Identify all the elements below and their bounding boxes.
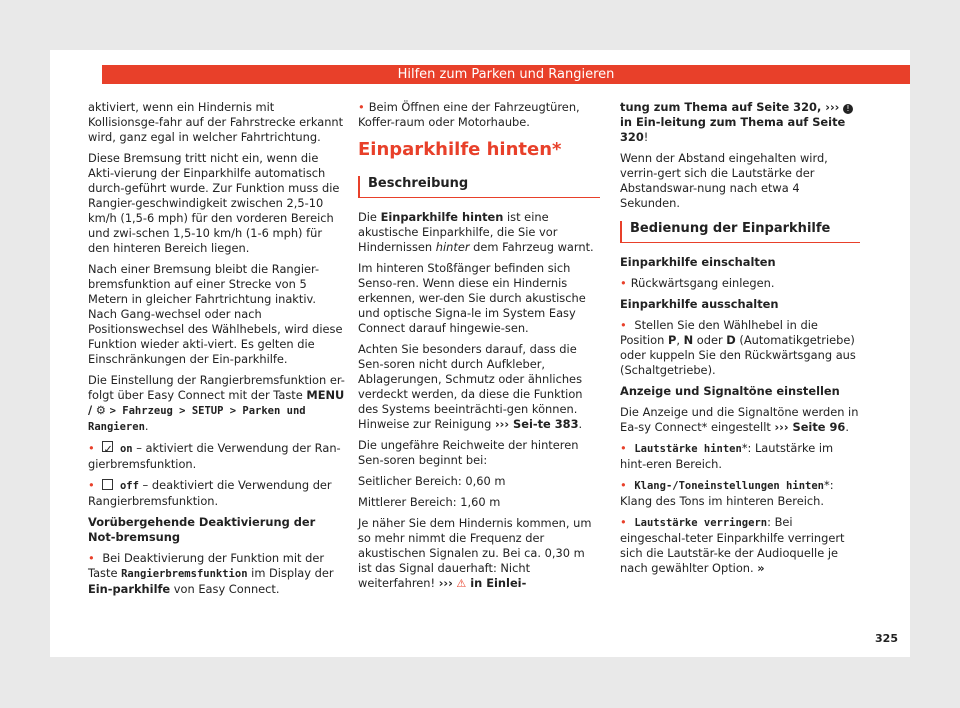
text: tung zum Thema auf Seite 320, xyxy=(620,100,826,114)
text: Bei Deaktivierung der Funktion mit der Taste xyxy=(88,551,325,580)
paragraph xyxy=(620,405,860,435)
paragraph: Im hinteren Stoßfänger befinden sich Senso-ren. Wenn diese ein Hindernis erkennen, wer-den Sie durch akustische und optische Signa-le im System Easy Connect darauf hingewie-sen. xyxy=(358,261,586,335)
text: ! xyxy=(643,130,649,144)
list-item xyxy=(620,318,860,378)
code: off xyxy=(119,480,139,492)
code: Rangierbremsfunktion xyxy=(121,568,248,580)
text: dem Fahrzeug warnt. xyxy=(469,240,594,254)
text: (Automatikgetriebe) oder kuppeln Sie den Rückwärtsgang aus (Schaltgetriebe). xyxy=(620,333,856,377)
list-item xyxy=(620,441,860,472)
paragraph xyxy=(358,210,600,255)
list-item: • Rückwärtsgang einlegen. xyxy=(620,276,860,291)
page-link[interactable]: ››› xyxy=(825,100,840,114)
code: on xyxy=(119,443,133,455)
code: Lautstärke hinten xyxy=(634,443,742,455)
subheading-text: Vorübergehende Deaktivierung der Not-bremsung xyxy=(88,515,316,544)
subsection-title: Bedienung der Einparkhilfe xyxy=(620,221,860,243)
paragraph xyxy=(358,516,600,591)
column-3 xyxy=(620,100,860,582)
text: *: Klang des Tons im hinteren Bereich. xyxy=(620,478,834,508)
list-item xyxy=(88,441,346,472)
code: Klang-/Toneinstellungen hinten xyxy=(634,480,824,492)
text: Ein-parkhilfe xyxy=(88,582,171,596)
list-item xyxy=(620,478,860,509)
subheading xyxy=(88,515,346,545)
text: Achten Sie besonders darauf, dass die Sen-soren nicht durch Aufkleber, Ablagerungen, Schmutz oder ähnliches verdeckt werden, da diese die Funktion des Systems beeinträchti-gen können. Hinweise zur Reinigung xyxy=(358,342,583,431)
text: P xyxy=(667,333,677,347)
text: – aktiviert die Verwendung der Ran-gierbremsfunktion. xyxy=(88,441,341,471)
text: . xyxy=(845,420,849,434)
warning-icon: ⚠ xyxy=(456,577,467,590)
page-header: Hilfen zum Parken und Rangieren xyxy=(102,65,910,84)
text: . xyxy=(578,417,583,431)
text: : Bei eingeschal-teter Einparkhilfe verringert sich die Lautstär-ke der Audioquelle je nach gewählter Option. xyxy=(620,515,845,575)
text: Einparkhilfe hinten xyxy=(380,210,504,224)
paragraph xyxy=(358,342,600,432)
paragraph: Mittlerer Bereich: 1,60 m xyxy=(358,495,501,509)
text: von Easy Connect. xyxy=(170,582,280,596)
text: in Ein-leitung zum Thema auf Seite 320 xyxy=(620,115,846,144)
page-link[interactable]: ››› Seite 96 xyxy=(774,420,846,434)
text: hinter xyxy=(435,240,470,254)
paragraph: aktiviert, wenn ein Hindernis mit Kollisionsge-fahr auf der Fahrstrecke erkannt wird, ganz egal in welcher Fahrtrichtung. xyxy=(88,100,344,144)
subheading xyxy=(620,384,860,399)
settings-icon: ⚙ xyxy=(95,403,107,417)
text: oder xyxy=(693,333,727,347)
info-icon: ! xyxy=(843,104,853,114)
text: im Display der xyxy=(247,566,334,580)
paragraph xyxy=(620,100,860,145)
text: Je näher Sie dem Hindernis kommen, um so mehr nimmt die Frequenz der akustischen Signalen zu. Bei ca. 0,30 m ist das Signal dauerhaft: Nicht weiterfahren! xyxy=(358,516,592,590)
text: – deaktiviert die Verwendung der Rangierbremsfunktion. xyxy=(88,478,332,508)
section-title: Einparkhilfe hinten* xyxy=(358,139,562,160)
subheading-text: Einparkhilfe einschalten xyxy=(620,255,776,269)
list-item: • Beim Öffnen eine der Fahrzeugtüren, Koffer-raum oder Motorhaube. xyxy=(358,100,600,130)
column-2 xyxy=(358,100,600,597)
subheading xyxy=(620,255,860,270)
menu-key: MENU / xyxy=(88,388,345,417)
checkbox-checked-icon: ✓ xyxy=(103,442,113,456)
text: Stellen Sie den Wählhebel in die Position xyxy=(620,318,818,347)
list-item xyxy=(88,551,346,597)
paragraph: Wenn der Abstand eingehalten wird, verrin-gert sich die Lautstärke der Abstandswar-nung nach etwa 4 Sekunden. xyxy=(620,151,828,210)
text: D xyxy=(726,333,736,347)
subheading xyxy=(620,297,860,312)
subsection-title: Beschreibung xyxy=(358,176,600,198)
text: Die Einstellung der Rangierbremsfunktion er-folgt über Easy Connect mit der Taste xyxy=(88,373,345,402)
column-1 xyxy=(88,100,346,603)
page xyxy=(50,50,910,657)
page-number: 325 xyxy=(875,632,898,645)
text: in Einlei- xyxy=(466,576,527,590)
paragraph: Diese Bremsung tritt nicht ein, wenn die Akti-vierung der Einparkhilfe automatisch durch-geführt wurde. Zur Funktion muss die Rangier-geschwindigkeit zwischen 2,5-10 km/h (1,5-6 mph) für den vorderen Bereich und zwi-schen 1,5-10 km/h (1-6 mph) für den hinteren Bereich liegen. xyxy=(88,151,340,255)
list-item xyxy=(620,515,860,576)
checkbox-empty-icon xyxy=(102,479,113,490)
page-link[interactable]: ››› Sei-te 383 xyxy=(494,417,579,431)
text: Die Anzeige und die Signaltöne werden in Ea-sy Connect* eingestellt xyxy=(620,405,859,434)
paragraph: Die ungefähre Reichweite der hinteren Sen-soren beginnt bei: xyxy=(358,438,579,467)
subheading-text: Einparkhilfe ausschalten xyxy=(620,297,779,311)
menu-path: > Fahrzeug > SETUP > Parken und Rangieren xyxy=(88,405,306,433)
text: *: Lautstärke im hint-eren Bereich. xyxy=(620,441,834,471)
paragraph: Nach einer Bremsung bleibt die Rangier-bremsfunktion auf einer Strecke von 5 Metern in gleicher Fahrtrichtung inaktiv. Nach Gang-wechsel oder nach Positionswechsel des Wählhebels, wird diese Funktion wieder akti-viert. Es gelten die Einschränkungen der Ein-parkhilfe. xyxy=(88,262,343,366)
continue-arrow-icon: » xyxy=(757,561,765,575)
list-item xyxy=(88,478,346,509)
paragraph: Die Einstellung der Rangierbremsfunktion er-folgt über Easy Connect mit der Taste MENU / ⚙ > Fahrzeug > SETUP > Parken und Rangieren. xyxy=(88,373,345,433)
subheading-text: Anzeige und Signaltöne einstellen xyxy=(620,384,840,398)
text: , xyxy=(676,333,684,347)
text: N xyxy=(683,333,694,347)
paragraph: Seitlicher Bereich: 0,60 m xyxy=(358,474,506,488)
code: Lautstärke verringern xyxy=(634,517,768,529)
page-link[interactable]: ››› xyxy=(438,576,453,590)
text: ist eine akustische Einparkhilfe, die Sie vor Hindernissen xyxy=(358,210,558,254)
text: Die xyxy=(358,210,381,224)
